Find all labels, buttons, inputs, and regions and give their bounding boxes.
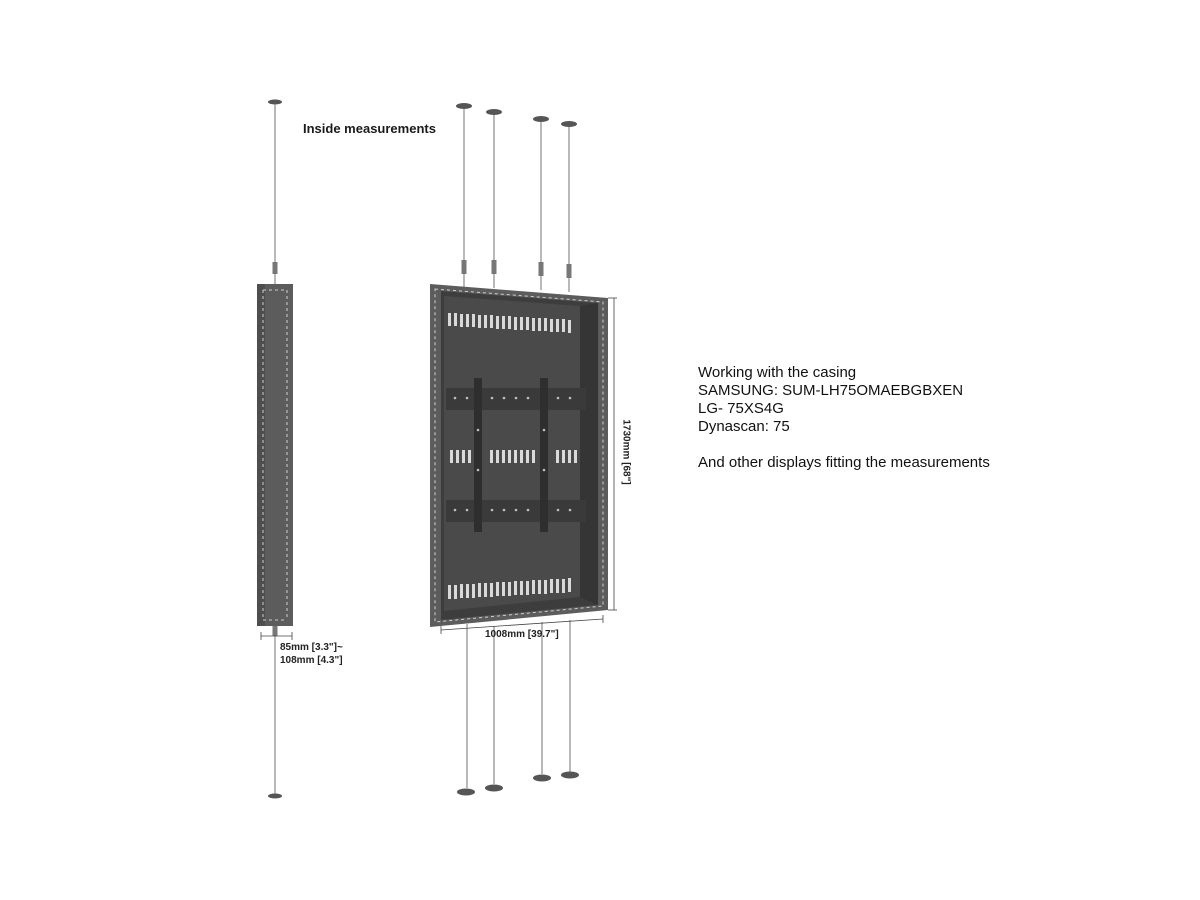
right-inner-side: [580, 303, 598, 605]
spacer: [698, 436, 990, 454]
ceiling-anchor: [561, 121, 577, 127]
inside-measurements-label: Inside measurements: [303, 121, 436, 136]
depth-line-1: 85mm [3.3"]~: [280, 642, 343, 653]
casing-side-edge: [257, 284, 265, 626]
height-dimension-label: 1730mm [68"]: [620, 419, 632, 485]
floor-anchor: [485, 785, 503, 792]
info-line: SAMSUNG: SUM-LH75OMAEBGBXEN: [698, 382, 964, 399]
info-line: LG- 75XS4G: [698, 400, 784, 417]
depth-dimension-label: [280, 641, 343, 667]
ceiling-anchor: [456, 103, 472, 109]
floor-anchor: [533, 775, 551, 782]
cable-clamp: [539, 262, 544, 276]
info-line: Working with the casing: [698, 364, 857, 381]
side-view: [257, 100, 293, 799]
floor-anchor: [457, 789, 475, 796]
cable-clamp: [273, 262, 278, 274]
casing-front: [430, 284, 617, 634]
ceiling-anchor: [486, 109, 502, 115]
info-line: Dynascan: 75: [698, 418, 790, 435]
floor-anchor: [561, 772, 579, 779]
cable-clamp: [492, 260, 497, 274]
ceiling-anchor: [533, 116, 549, 122]
cable-clamp: [567, 264, 572, 278]
compatibility-info: [698, 364, 990, 472]
cable-clamp: [273, 626, 278, 636]
info-line: And other displays fitting the measurements: [698, 454, 990, 471]
cable-clamp: [462, 260, 467, 274]
bracket-upright: [540, 378, 548, 532]
bracket-upright: [474, 378, 482, 532]
floor-anchor: [268, 794, 282, 799]
depth-line-2: 108mm [4.3"]: [280, 655, 343, 666]
ceiling-anchor: [268, 100, 282, 105]
width-dimension-label: 1008mm [39.7"]: [485, 629, 559, 640]
